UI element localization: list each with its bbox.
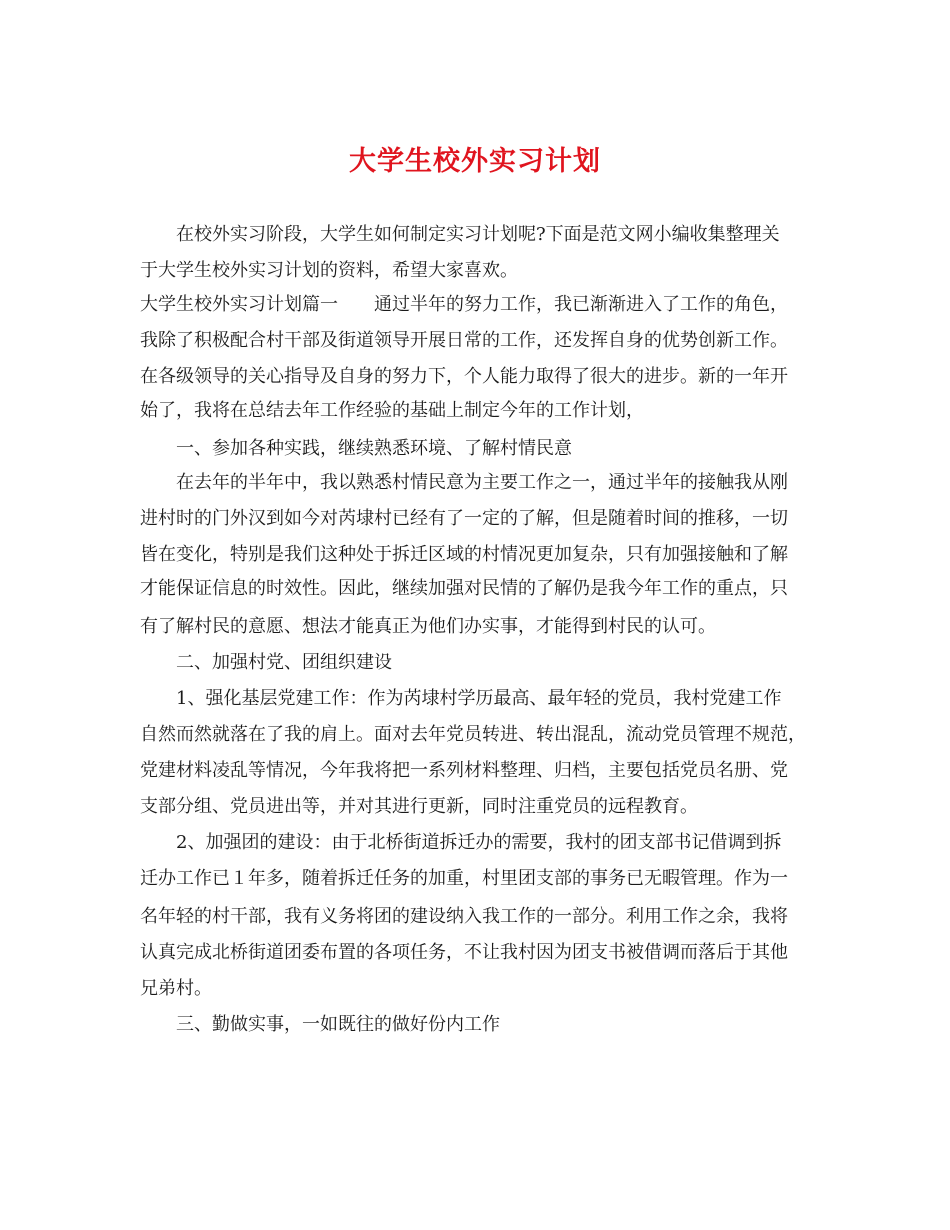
- paragraph-line: 党建材料凌乱等情况，今年我将把一系列材料整理、归档，主要包括党员名册、党: [140, 760, 788, 781]
- paragraph-line: 始了，我将在总结去年工作经验的基础上制定今年的工作计划，: [140, 400, 644, 421]
- paragraph-line: 进村时的门外汉到如今对芮埭村已经有了一定的了解，但是随着时间的推移，一切: [140, 508, 788, 529]
- paragraph-line: 在校外实习阶段，大学生如何制定实习计划呢?下面是范文网小编收集整理关: [176, 224, 780, 245]
- paragraph-line: 三、勤做实事，一如既往的做好份内工作: [176, 1014, 500, 1035]
- paragraph-line: 迁办工作已１年多，随着拆迁任务的加重，村里团支部的事务已无暇管理。作为一: [140, 868, 788, 889]
- paragraph-line: 有了解村民的意愿、想法才能真正为他们办实事，才能得到村民的认可。: [140, 616, 716, 637]
- paragraph-line: 皆在变化，特别是我们这种处于拆迁区域的村情况更加复杂，只有加强接触和了解: [140, 544, 788, 565]
- paragraph-line: 2、加强团的建设：由于北桥街道拆迁办的需要，我村的团支部书记借调到拆: [176, 832, 782, 853]
- paragraph-line: 二、加强村党、团组织建设: [176, 652, 392, 673]
- document-title: 大学生校外实习计划: [349, 146, 601, 177]
- paragraph-line: 在去年的半年中，我以熟悉村情民意为主要工作之一，通过半年的接触我从刚: [176, 472, 788, 493]
- paragraph-line: 1、强化基层党建工作：作为芮埭村学历最高、最年轻的党员，我村党建工作: [176, 688, 782, 709]
- paragraph-line: 我除了积极配合村干部及街道领导开展日常的工作，还发挥自身的优势创新工作。: [140, 330, 788, 351]
- paragraph-line: 于大学生校外实习计划的资料，希望大家喜欢。: [140, 260, 518, 281]
- paragraph-line: 认真完成北桥街道团委布置的各项任务，不让我村因为团支书被借调而落后于其他: [140, 942, 788, 963]
- paragraph-line: 兄弟村。: [140, 978, 212, 999]
- paragraph-line: 支部分组、党员进出等，并对其进行更新，同时注重党员的远程教育。: [140, 796, 698, 817]
- paragraph-line: 在各级领导的关心指导及自身的努力下，个人能力取得了很大的进步。新的一年开: [140, 366, 788, 387]
- paragraph-line: 大学生校外实习计划篇一 通过半年的努力工作，我已渐渐进入了工作的角色，: [140, 294, 788, 315]
- paragraph-line: 自然而然就落在了我的肩上。面对去年党员转进、转出混乱，流动党员管理不规范，: [140, 724, 806, 745]
- paragraph-line: 名年轻的村干部，我有义务将团的建设纳入我工作的一部分。利用工作之余，我将: [140, 906, 788, 927]
- paragraph-line: 一、参加各种实践，继续熟悉环境、了解村情民意: [176, 438, 572, 459]
- paragraph-line: 才能保证信息的时效性。因此，继续加强对民情的了解仍是我今年工作的重点，只: [140, 578, 788, 599]
